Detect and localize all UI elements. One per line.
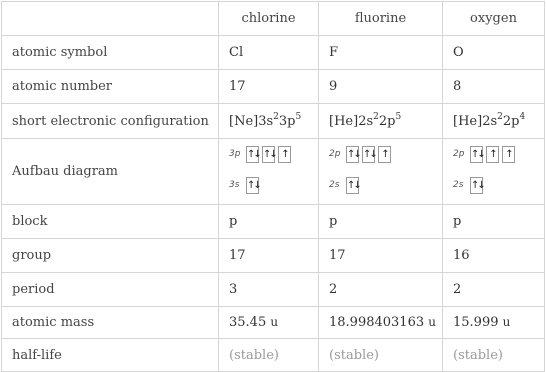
table-row-block <box>2 205 545 239</box>
orbital-box: ↑↓ <box>346 146 359 163</box>
config-subshell: 2s <box>358 113 374 129</box>
row-label: group <box>2 239 219 273</box>
subshell-label: 2s <box>329 180 340 190</box>
row-label: atomic number <box>2 70 219 104</box>
config-exponent: 5 <box>395 111 402 122</box>
row-label: half-life <box>2 339 219 372</box>
cell-oxygen: 2 <box>443 273 545 307</box>
subshell-label: 2s <box>453 180 464 190</box>
table-row-aufbau-diagram <box>2 139 545 205</box>
config-core: [He] <box>453 113 483 129</box>
cell-oxygen: p <box>443 205 545 239</box>
config-subshell: 2p <box>502 113 520 129</box>
cell-oxygen <box>443 104 545 139</box>
cell-chlorine <box>219 139 319 205</box>
orbital-box: ↑↓ <box>246 177 259 194</box>
cell-oxygen: (stable) <box>443 339 545 372</box>
subshell-label: 3p <box>229 149 241 159</box>
orbital-box: ↑↓ <box>470 177 483 194</box>
table-header-row <box>2 2 545 36</box>
cell-fluorine: 17 <box>319 239 443 273</box>
config-exponent: 2 <box>373 111 379 122</box>
cell-oxygen <box>443 139 545 205</box>
config-subshell: 2s <box>482 113 498 129</box>
header-blank-cell <box>2 2 219 36</box>
cell-fluorine: (stable) <box>319 339 443 372</box>
config-exponent: 5 <box>295 111 302 122</box>
row-label: short electronic configuration <box>2 104 219 139</box>
mass-unit: u <box>502 315 511 329</box>
table-row-period <box>2 273 545 307</box>
orbital-box: ↑ <box>278 146 291 163</box>
orbital-box: ↑↓ <box>262 146 275 163</box>
table-row-atomic-mass <box>2 307 545 339</box>
cell-fluorine: 2 <box>319 273 443 307</box>
orbital-box: ↑ <box>486 146 499 163</box>
orbital-box: ↑ <box>502 146 515 163</box>
row-label: period <box>2 273 219 307</box>
mass-unit: u <box>270 315 279 329</box>
row-label: Aufbau diagram <box>2 139 219 205</box>
subshell-label: 3s <box>229 180 240 190</box>
config-core: [Ne] <box>229 113 259 129</box>
table-row-half-life <box>2 339 545 372</box>
s-subshell <box>329 177 362 194</box>
config-exponent: 4 <box>519 111 526 122</box>
subshell-label: 2p <box>453 149 465 159</box>
column-header-fluorine: fluorine <box>319 2 443 36</box>
cell-chlorine: 17 <box>219 70 319 104</box>
cell-fluorine: F <box>319 36 443 70</box>
p-subshell <box>229 146 294 163</box>
orbital-box: ↑↓ <box>246 146 259 163</box>
aufbau-diagram <box>329 140 442 204</box>
config-core: [He] <box>329 113 359 129</box>
mass-value: 18.998403163 <box>329 315 425 330</box>
s-subshell <box>229 177 262 194</box>
cell-chlorine: (stable) <box>219 339 319 372</box>
column-header-oxygen: oxygen <box>443 2 545 36</box>
mass-unit: u <box>428 315 436 329</box>
cell-chlorine: Cl <box>219 36 319 70</box>
row-label: block <box>2 205 219 239</box>
config-subshell: 2p <box>378 113 396 129</box>
subshell-label: 2p <box>329 149 341 159</box>
orbital-box: ↑↓ <box>362 146 375 163</box>
cell-oxygen: 8 <box>443 70 545 104</box>
orbital-box: ↑↓ <box>470 146 483 163</box>
cell-chlorine <box>219 104 319 139</box>
p-subshell <box>453 146 518 163</box>
aufbau-diagram <box>229 140 318 204</box>
table-row-electron-configuration <box>2 104 545 139</box>
config-subshell: 3s <box>258 113 274 129</box>
cell-fluorine <box>319 139 443 205</box>
config-subshell: 3p <box>278 113 296 129</box>
config-exponent: 2 <box>497 111 503 122</box>
cell-fluorine: p <box>319 205 443 239</box>
cell-chlorine: 3 <box>219 273 319 307</box>
table-row-atomic-symbol <box>2 36 545 70</box>
cell-fluorine <box>319 104 443 139</box>
table-row-group <box>2 239 545 273</box>
cell-fluorine <box>319 307 443 339</box>
cell-chlorine: p <box>219 205 319 239</box>
p-subshell <box>329 146 394 163</box>
cell-chlorine <box>219 307 319 339</box>
cell-fluorine: 9 <box>319 70 443 104</box>
cell-chlorine: 17 <box>219 239 319 273</box>
s-subshell <box>453 177 486 194</box>
row-label: atomic symbol <box>2 36 219 70</box>
cell-oxygen: 16 <box>443 239 545 273</box>
config-exponent: 2 <box>273 111 279 122</box>
element-properties-table <box>1 1 545 372</box>
cell-oxygen <box>443 307 545 339</box>
aufbau-diagram <box>453 140 544 204</box>
row-label: atomic mass <box>2 307 219 339</box>
orbital-box: ↑ <box>378 146 391 163</box>
mass-value: 35.45 <box>229 315 267 330</box>
cell-oxygen: O <box>443 36 545 70</box>
orbital-box: ↑↓ <box>346 177 359 194</box>
column-header-chlorine: chlorine <box>219 2 319 36</box>
mass-value: 15.999 <box>453 315 499 330</box>
table-row-atomic-number <box>2 70 545 104</box>
